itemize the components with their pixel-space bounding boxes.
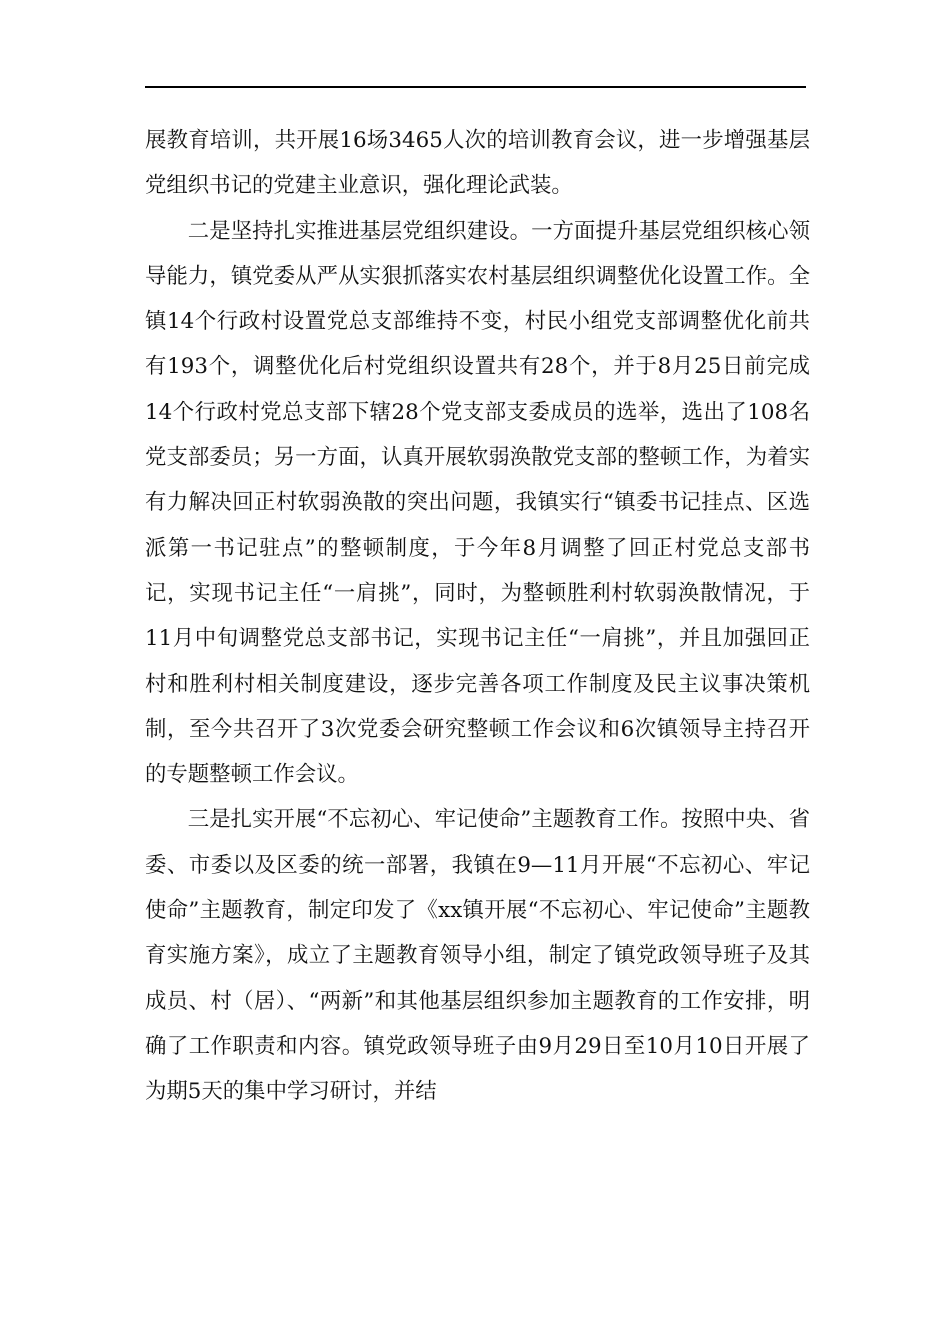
document-body — [145, 118, 810, 1115]
paragraph-training-continuation: 展教育培训，共开展16场3465人次的培训教育会议，进一步增强基层党组织书记的党建主业意识，强化理论武装。 — [145, 128, 810, 199]
paragraph-theme-education: 三是扎实开展“不忘初心、牢记使命”主题教育工作。按照中央、省委、市委以及区委的统一部署，我镇在9—11月开展“不忘初心、牢记使命”主题教育，制定印发了《xx镇开展“不忘初心、牢记使命”主题教育实施方案》，成立了主题教育领导小组，制定了镇党政领导班子及其成员、村（居）、“两新”和其他基层组织参加主题教育的工作安排，明确了工作职责和内容。镇党政领导班子由9月29日至10月10日开展了为期5天的集中学习研讨，并结 — [145, 807, 810, 1105]
paragraph-grassroots-organization: 二是坚持扎实推进基层党组织建设。一方面提升基层党组织核心领导能力，镇党委从严从实狠抓落实农村基层组织调整优化设置工作。全镇14个行政村设置党总支部维持不变，村民小组党支部调整优化前共有193个，调整优化后村党组织设置共有28个，并于8月25日前完成14个行政村党总支部下辖28个党支部支委成员的选举，选出了108名党支部委员；另一方面，认真开展软弱涣散党支部的整顿工作，为着实有力解决回正村软弱涣散的突出问题，我镇实行“镇委书记挂点、区选派第一书记驻点”的整顿制度，于今年8月调整了回正村党总支部书记，实现书记主任“一肩挑”，同时，为整顿胜利村软弱涣散情况，于11月中旬调整党总支部书记，实现书记主任“一肩挑”，并且加强回正村和胜利村相关制度建设，逐步完善各项工作制度及民主议事决策机制，至今共召开了3次党委会研究整顿工作会议和6次镇领导主持召开的专题整顿工作会议。 — [145, 218, 810, 788]
header-rule — [145, 86, 806, 88]
